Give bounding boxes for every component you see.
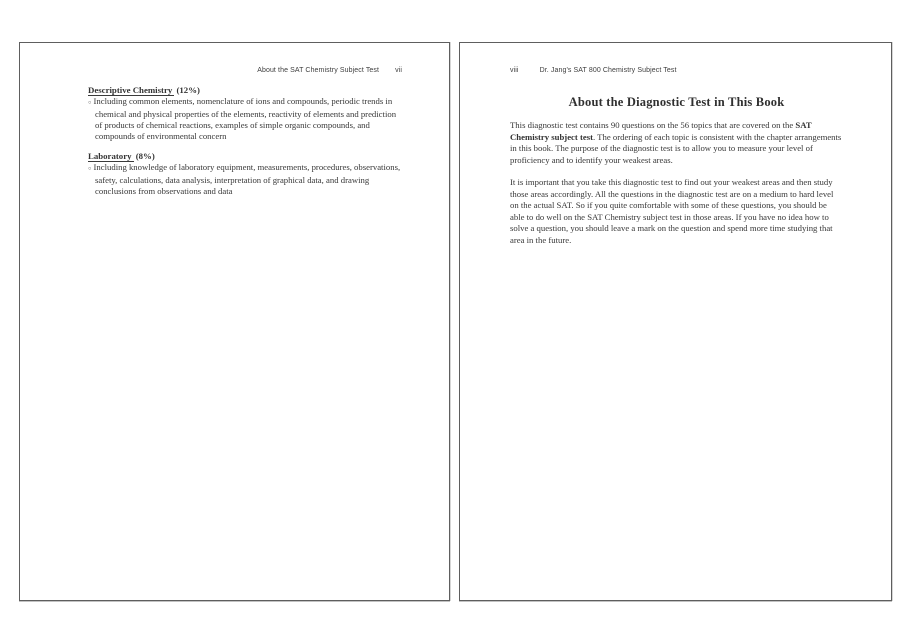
section-heading-underlined: Descriptive Chemistry bbox=[88, 85, 173, 95]
section-descriptive-chemistry bbox=[88, 85, 405, 142]
page-number: viii bbox=[510, 67, 519, 74]
section-laboratory bbox=[88, 151, 405, 197]
section-heading-percentage: (12%) bbox=[176, 85, 200, 95]
running-head-left bbox=[257, 67, 402, 74]
section-heading-percentage: (8%) bbox=[135, 151, 155, 161]
running-head-right bbox=[510, 67, 677, 74]
circle-bullet-icon: ○ bbox=[88, 165, 92, 172]
paragraph bbox=[510, 120, 843, 166]
section-heading bbox=[88, 151, 405, 162]
paragraph-text: . The ordering of each topic is consistent with the chapter arrangements in this book. The purpose of the diagnostic test is to allow you to measure your level of proficiency and to identify your weakest areas. bbox=[510, 131, 842, 165]
chapter-title: About the Diagnostic Test in This Book bbox=[568, 95, 785, 109]
left-page-content bbox=[88, 85, 405, 206]
page-right bbox=[459, 42, 892, 601]
bullet-text: Including knowledge of laboratory equipment, measurements, procedures, observations, safety, calculations, data analysis, interpretation of graphical data, and drawing conclusions from observations and data bbox=[93, 162, 401, 196]
paragraph: It is important that you take this diagnostic test to find out your weakest areas and then study those areas accordingly. All the questions in the diagnostic test are on a medium to hard level on the actual SAT. So if you quite comfortable with some of these questions, you should be able to do well on the SAT Chemistry subject test in those areas. If you have no idea how to solve a question, you should leave a mark on the question and spend more time studying that area in the future. bbox=[510, 177, 834, 245]
right-page-content bbox=[510, 94, 843, 246]
circle-bullet-icon: ○ bbox=[88, 99, 92, 106]
page-number: vii bbox=[395, 67, 402, 74]
paragraph-text: This diagnostic test contains 90 questions on the 56 topics that are covered on the bbox=[510, 120, 796, 130]
section-heading bbox=[88, 85, 405, 96]
running-head-title: About the SAT Chemistry Subject Test bbox=[257, 67, 380, 74]
paragraph-bold-text: SAT Chemistry subject test bbox=[510, 120, 812, 142]
bullet-item bbox=[88, 96, 405, 142]
page-left bbox=[19, 42, 450, 601]
bullet-text: Including common elements, nomenclature of ions and compounds, periodic trends in chemical and physical properties of the elements, reactivity of elements and prediction of products of chemical reactions, examples of simple organic compounds, and compounds of environmental concern bbox=[93, 96, 397, 141]
section-heading-underlined: Laboratory bbox=[88, 151, 132, 161]
running-head-title: Dr. Jang's SAT 800 Chemistry Subject Test bbox=[539, 67, 677, 74]
bullet-item bbox=[88, 162, 405, 197]
